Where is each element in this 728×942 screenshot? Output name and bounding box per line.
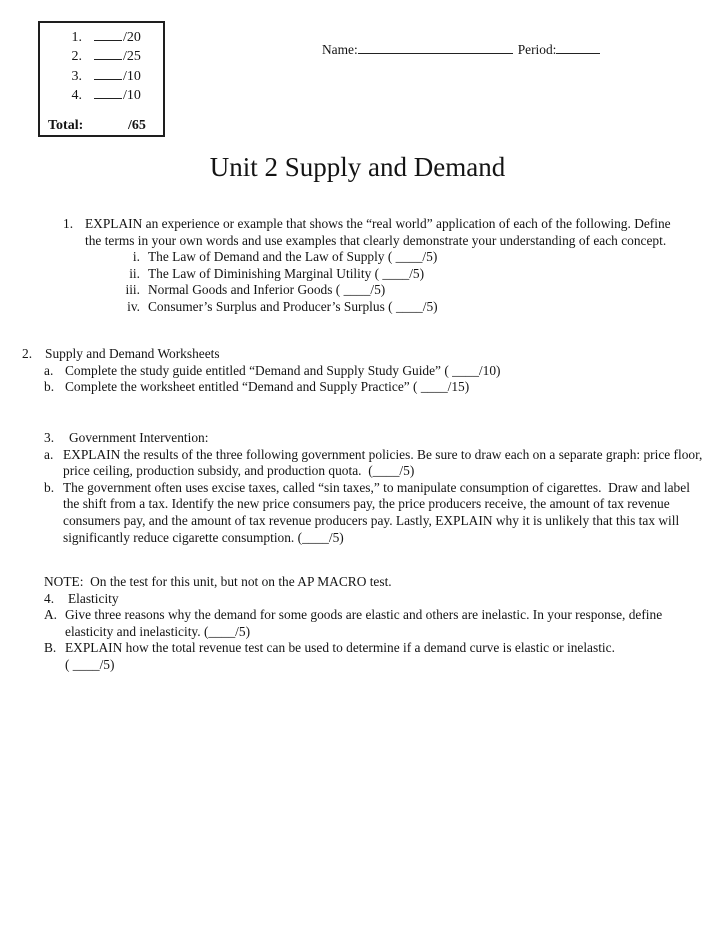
question-number: 4. (44, 590, 55, 606)
question-number: 1. (63, 216, 74, 231)
subitem-text: Normal Goods and Inferior Goods ( ____/5) (148, 282, 386, 298)
subitem-score-blank: ( ____/5) (65, 656, 115, 672)
question-4-subitem (42, 607, 702, 640)
subitem-number: b. (44, 379, 55, 395)
score-item-number: 4. (71, 88, 82, 104)
question-2-subitem (22, 379, 682, 396)
subitem-number: a. (44, 362, 54, 378)
subitem-text: EXPLAIN how the total revenue test can be used to determine if a demand curve is elastic or inelastic. (65, 640, 615, 656)
score-row (40, 47, 163, 66)
score-row (40, 86, 163, 105)
score-item-number: 1. (71, 30, 82, 45)
score-item-number: 3. (71, 68, 82, 84)
question-2-subitem (22, 363, 682, 380)
question-4 (42, 574, 702, 674)
score-row (40, 67, 163, 86)
score-denominator: /10 (123, 68, 141, 84)
question-1-subitem (63, 249, 683, 266)
subitem-number: B. (44, 640, 57, 656)
subitem-number: A. (44, 607, 58, 623)
score-blank-line (94, 59, 122, 60)
question-1-subitem (63, 282, 683, 299)
subitem-text: The government often uses excise taxes, called “sin taxes,” to manipulate consumption of cigarettes. Draw and label the shift from a tax. Identify the new price consumers pay, the price producers receive, the amount of tax revenue consumers pay, and the amount of tax revenue producers pay. Lastly, EXPLAIN why it is unlikely that this tax will significantly reduce cigarette consumption. (____/5) (63, 479, 694, 545)
score-row (40, 28, 163, 47)
subitem-text: The Law of Demand and the Law of Supply ( ____/5) (148, 249, 438, 265)
subitem-text: Consumer’s Surplus and Producer’s Surplus ( ____/5) (148, 298, 438, 314)
score-item-number: 2. (71, 49, 82, 65)
score-denominator: /25 (123, 49, 141, 65)
subitem-text: EXPLAIN the results of the three following government policies. Be sure to draw each on a separate graph: price floor, price ceiling, production subsidy, and production quota. (____/5) (63, 446, 706, 479)
subitem-number: i. (132, 249, 140, 265)
question-1-subitem (63, 299, 683, 316)
name-blank-line (358, 53, 513, 54)
subitem-text: Complete the worksheet entitled “Demand and Supply Practice” ( ____/15) (65, 379, 470, 395)
question-2 (22, 346, 682, 396)
question-3 (42, 430, 707, 546)
score-blank-line (94, 79, 122, 80)
score-total-row (40, 116, 163, 135)
question-3-subitem (42, 480, 707, 546)
score-denominator: /10 (123, 88, 141, 104)
subitem-number: iii. (125, 282, 140, 298)
note-text: NOTE: On the test for this unit, but not on the AP MACRO test. (44, 574, 392, 589)
subitem-text: Give three reasons why the demand for some goods are elastic and others are inelastic. In your response, define elasticity and inelasticity. (____/5) (65, 607, 666, 639)
question-text: EXPLAIN an experience or example that shows the “real world” application of each of the following. Define the terms in your own words and use examples that clearly demonstrate your understanding of each concept. (85, 216, 674, 248)
question-number: 2. (22, 346, 33, 361)
question-2-prompt (22, 346, 682, 363)
page-title: Unit 2 Supply and Demand (209, 152, 506, 182)
subitem-number: iv. (127, 298, 140, 314)
score-total-label: Total: (48, 117, 84, 133)
question-number: 3. (44, 430, 55, 445)
question-3-subitem (42, 447, 707, 480)
question-4-prompt (42, 591, 702, 608)
period-label: Period: (517, 42, 557, 57)
subitem-number: a. (44, 446, 54, 462)
score-total-value: /65 (128, 117, 146, 133)
question-1 (63, 216, 683, 316)
question-4-subitem (42, 640, 702, 673)
question-3-prompt (42, 430, 707, 447)
score-blank-line (94, 40, 122, 41)
subitem-text: Complete the study guide entitled “Demand and Supply Study Guide” ( ____/10) (65, 362, 501, 378)
test-note (42, 574, 702, 591)
subitem-text: The Law of Diminishing Marginal Utility ( ____/5) (148, 265, 425, 281)
question-text: Elasticity (68, 590, 119, 606)
name-label: Name: (322, 42, 358, 57)
period-blank-line (556, 53, 600, 54)
score-denominator: /20 (123, 30, 141, 45)
question-1-prompt (63, 216, 683, 249)
name-period-header (322, 42, 600, 59)
question-text: Supply and Demand Worksheets (45, 346, 220, 361)
question-1-subitem (63, 266, 683, 283)
question-text: Government Intervention: (69, 430, 209, 445)
score-blank-line (94, 98, 122, 99)
score-box (38, 21, 165, 137)
subitem-number: b. (44, 479, 55, 495)
subitem-number: ii. (129, 265, 140, 281)
